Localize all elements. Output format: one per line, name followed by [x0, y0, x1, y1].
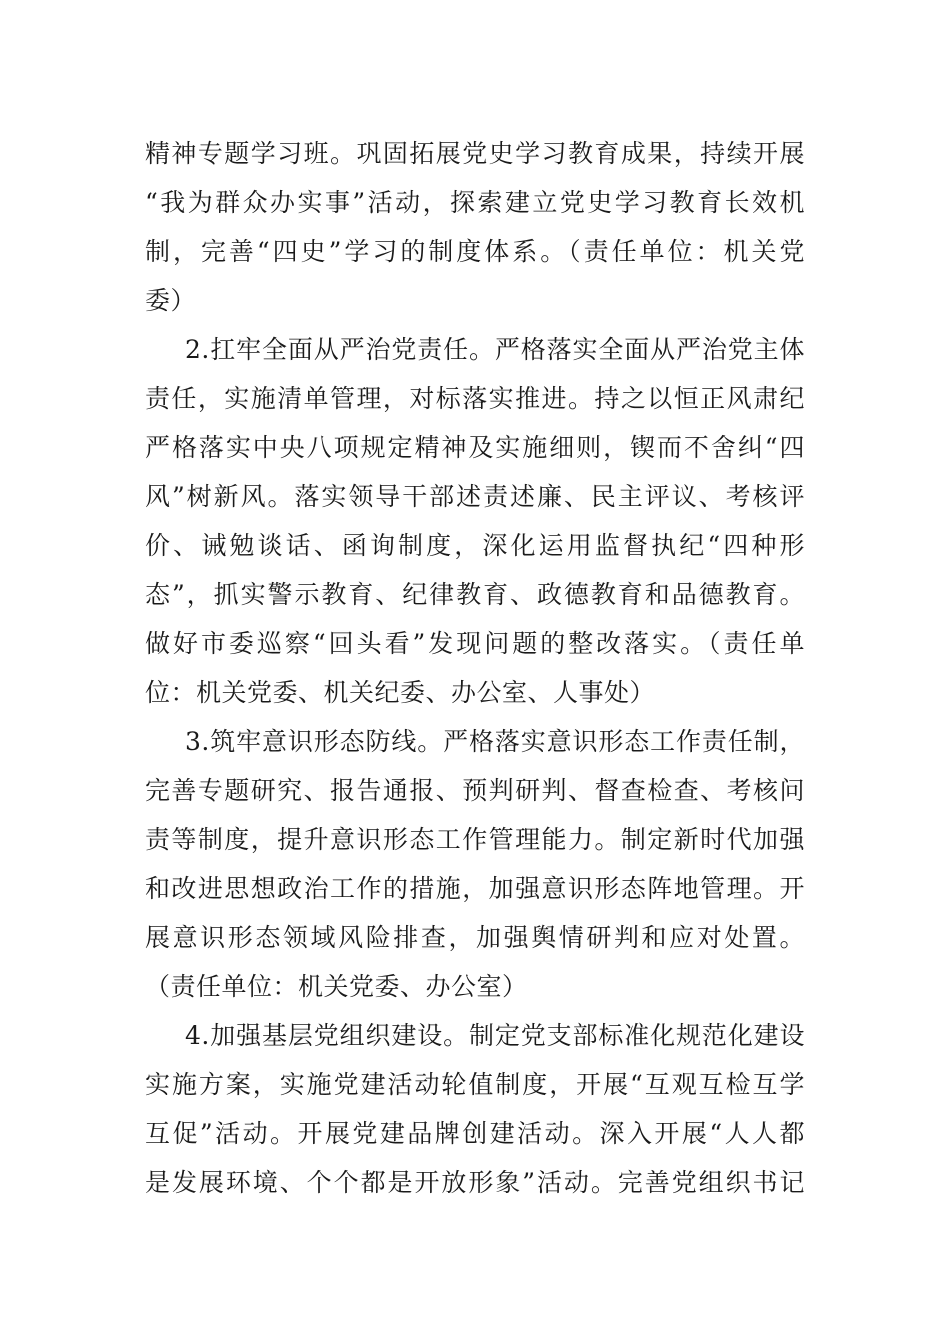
text-line: 精神专题学习班。巩固拓展党史学习教育成果，持续开展	[145, 139, 805, 168]
text-line: 责等制度，提升意识形态工作管理能力。制定新时代加强	[145, 825, 805, 854]
text-line: 位：机关党委、机关纪委、办公室、人事处）	[145, 678, 656, 707]
text-line: 展意识形态领域风险排查，加强舆情研判和应对处置。	[145, 923, 805, 952]
text-line: 和改进思想政治工作的措施，加强意识形态阵地管理。开	[145, 874, 805, 903]
text-line: 责任，实施清单管理，对标落实推进。持之以恒正风肃纪	[145, 384, 805, 413]
paragraph-heading-line: 3.筑牢意识形态防线。严格落实意识形态工作责任制，	[185, 727, 805, 756]
text-line: 风”树新风。落实领导干部述责述廉、民主评议、考核评	[145, 482, 805, 511]
text-line: 态”，抓实警示教育、纪律教育、政德教育和品德教育。	[145, 580, 805, 609]
text-line: 互促”活动。开展党建品牌创建活动。深入开展“人人都	[145, 1119, 805, 1148]
text-line: （责任单位：机关党委、办公室）	[145, 972, 528, 1001]
text-line: 制，完善“四史”学习的制度体系。（责任单位：机关党	[145, 237, 805, 266]
text-line: 价、诫勉谈话、函询制度，深化运用监督执纪“四种形	[145, 531, 805, 560]
text-line: 委）	[145, 286, 197, 315]
text-line: 是发展环境、个个都是开放形象”活动。完善党组织书记	[145, 1168, 805, 1197]
text-line: “我为群众办实事”活动，探索建立党史学习教育长效机	[145, 188, 805, 217]
text-line: 做好市委巡察“回头看”发现问题的整改落实。（责任单	[145, 629, 805, 658]
text-line: 完善专题研究、报告通报、预判研判、督查检查、考核问	[145, 776, 805, 805]
text-line: 严格落实中央八项规定精神及实施细则，锲而不舍纠“四	[145, 433, 805, 462]
text-line: 实施方案，实施党建活动轮值制度，开展“互观互检互学	[145, 1070, 805, 1099]
paragraph-heading-line: 4.加强基层党组织建设。制定党支部标准化规范化建设	[185, 1021, 805, 1050]
paragraph-heading-line: 2.扛牢全面从严治党责任。严格落实全面从严治党主体	[185, 335, 805, 364]
